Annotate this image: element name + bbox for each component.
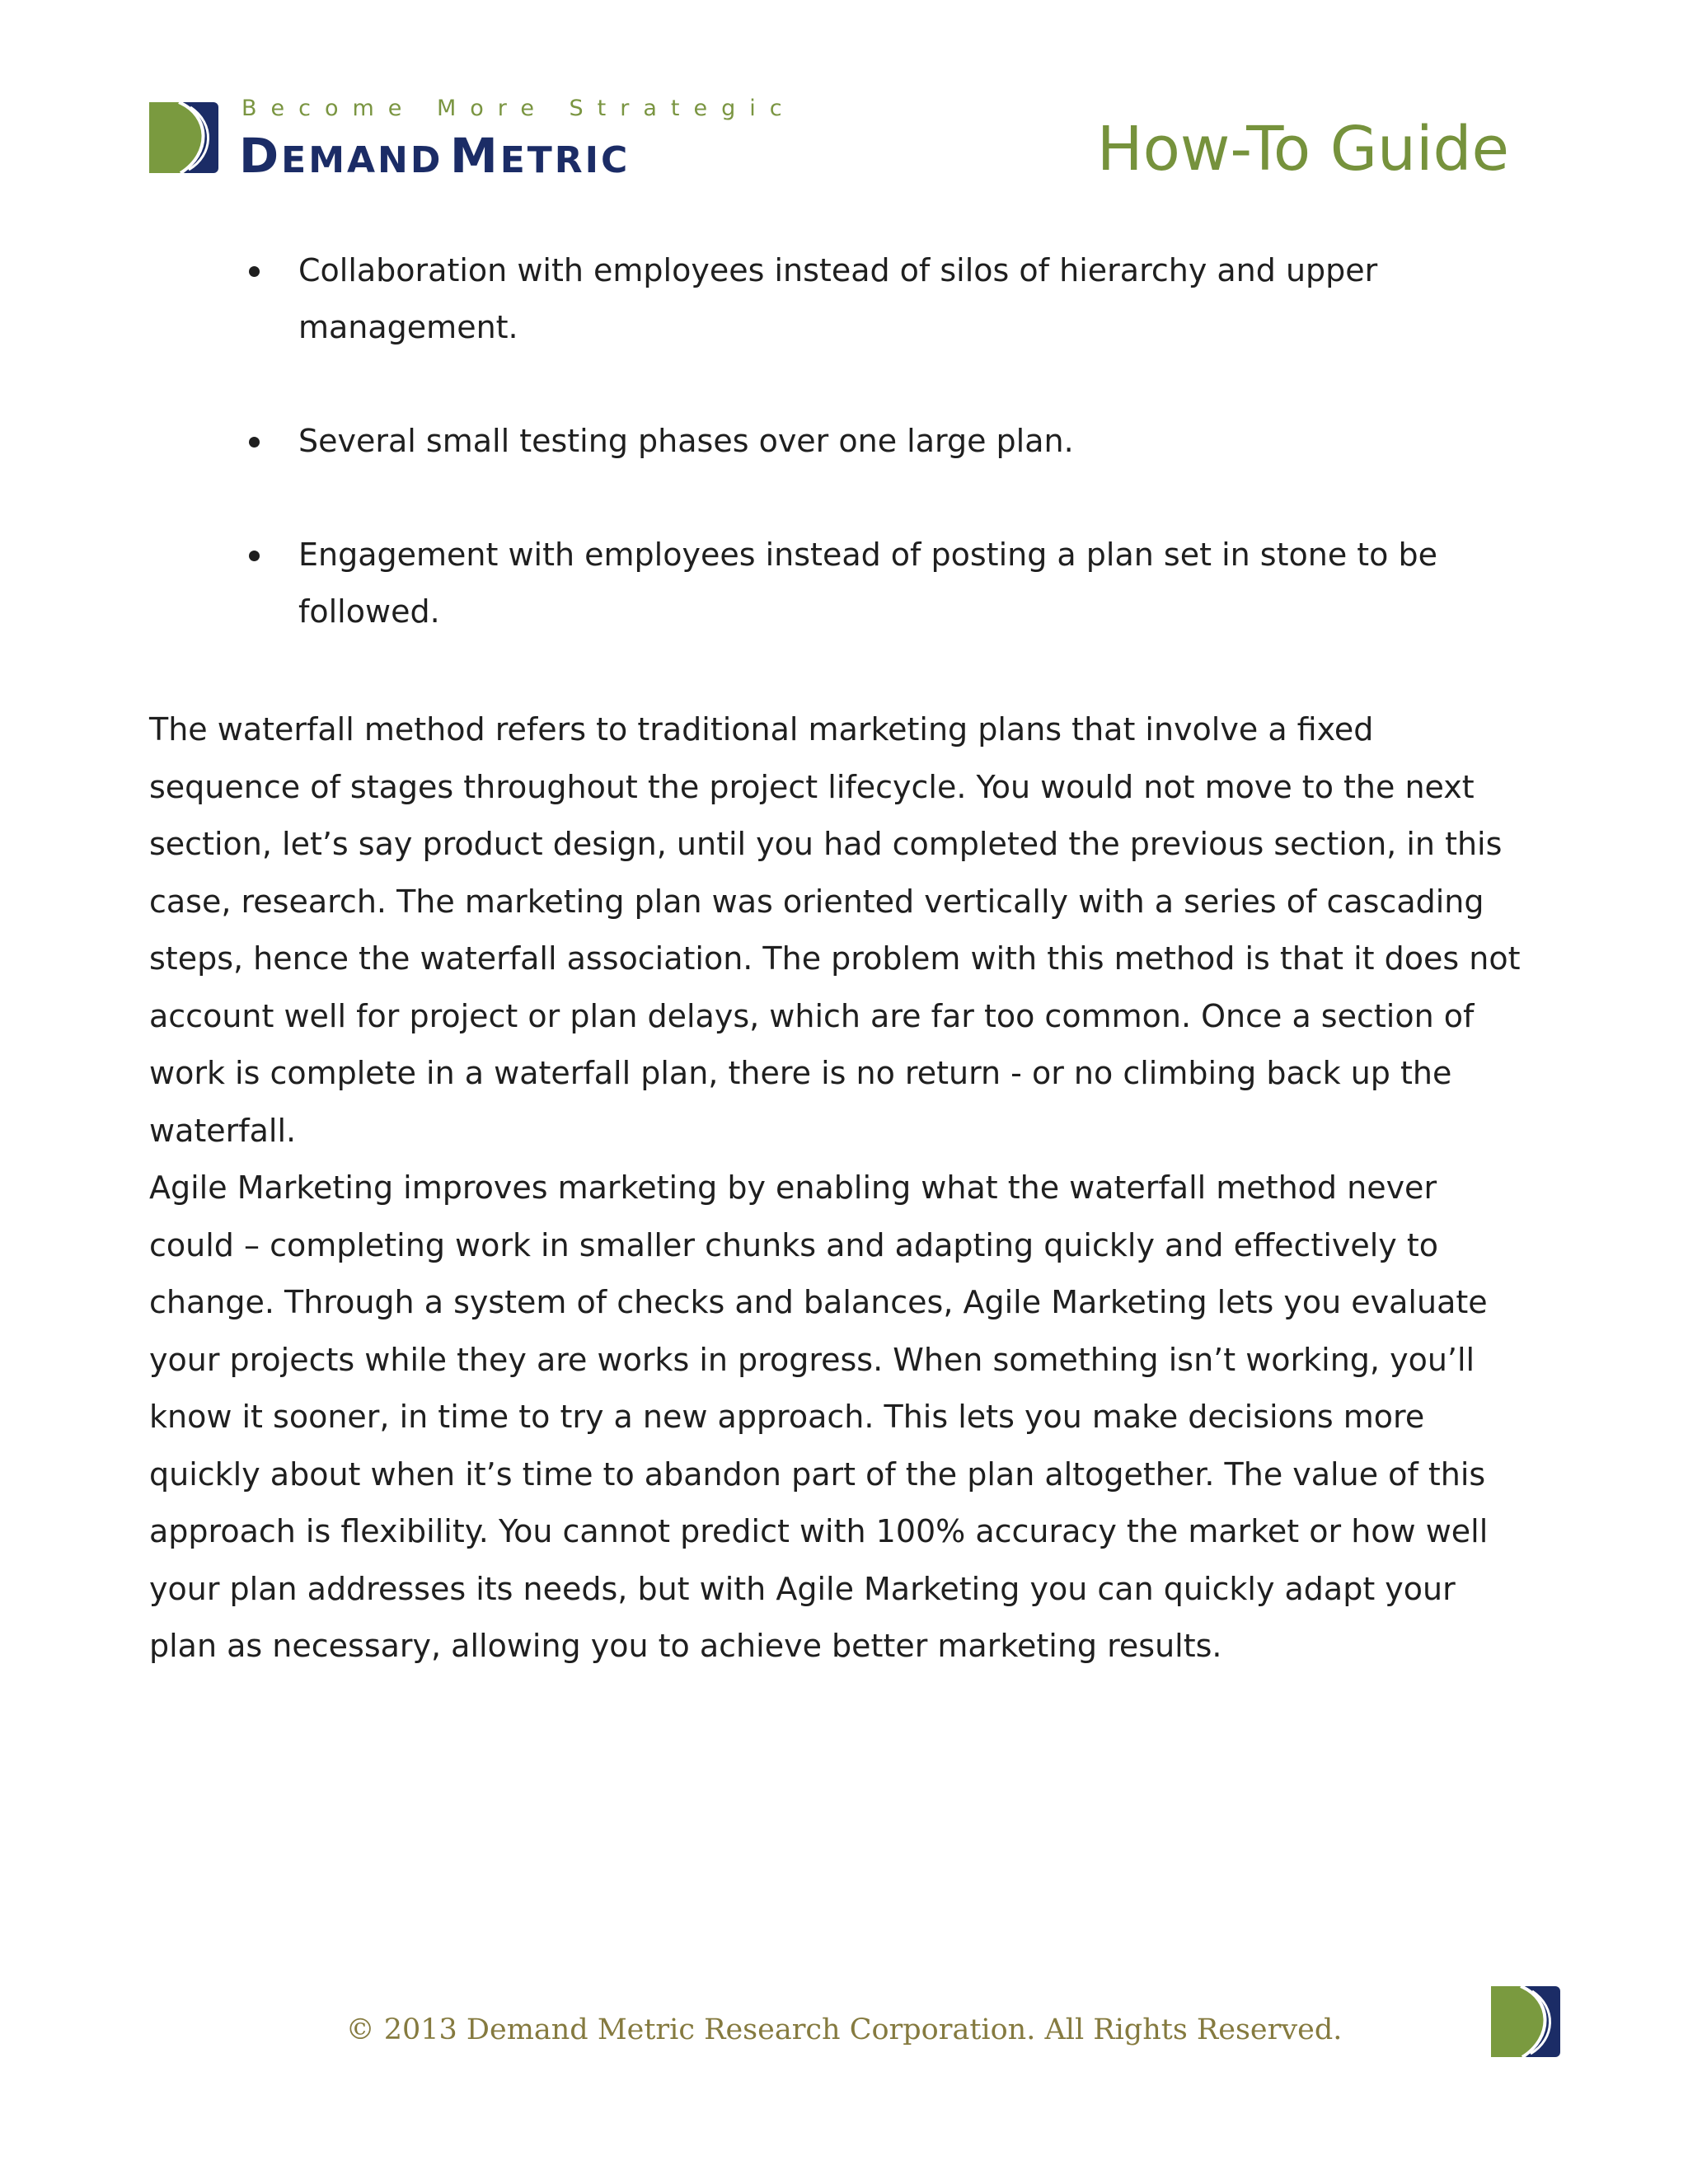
- footer-copyright: © 2013 Demand Metric Research Corporation. All Rights Reserved.: [345, 2013, 1343, 2046]
- brand-word2-rest: ETRIC: [499, 139, 631, 181]
- brand-word1-initial: D: [239, 128, 282, 184]
- paragraph-agile-marketing: Agile Marketing improves marketing by enabling what the waterfall method never could – completing work in smaller chunks and adapting quickly and effectively to change. Through a system of checks and balances, Agile Marketing lets you evaluate your projects while they are works in progress. When something isn’t working, you’ll know it sooner, in time to try a new approach. This lets you make decisions more quickly about when it’s time to abandon part of the plan altogether. The value of this approach is flexibility. You cannot predict with 100% accuracy the market or how well your plan addresses its needs, but with Agile Marketing you can quickly adapt your plan as necessary, allowing you to achieve better marketing results.: [149, 1169, 1489, 1664]
- brand-word1-rest: EMAND: [281, 139, 443, 181]
- footer-logo-icon: [1490, 1986, 1561, 2057]
- bullet-item: Engagement with employees instead of posting a plan set in stone to be followed.: [247, 527, 1517, 640]
- brand-word2-initial: M: [449, 128, 500, 184]
- brand-tagline: Become More Strategic: [241, 96, 796, 121]
- bullet-item: Several small testing phases over one large plan.: [247, 413, 1517, 470]
- document-title: How-To Guide: [1096, 114, 1509, 185]
- bullet-list: [247, 242, 1517, 697]
- bullet-item: Collaboration with employees instead of silos of hierarchy and upper management.: [247, 242, 1517, 356]
- demand-metric-logo-icon: [149, 102, 218, 173]
- brand-name: [239, 128, 631, 184]
- paragraph-waterfall-method: The waterfall method refers to traditional marketing plans that involve a fixed sequence of stages throughout the project lifecycle. You would not move to the next section, let’s say product design, until you had completed the previous section, in this case, research. The marketing plan was oriented vertically with a series of cascading steps, hence the waterfall association. The problem with this method is that it does not account well for project or plan delays, which are far too common. Once a section of work is complete in a waterfall plan, there is no return - or no climbing back up the waterfall.: [149, 711, 1521, 1149]
